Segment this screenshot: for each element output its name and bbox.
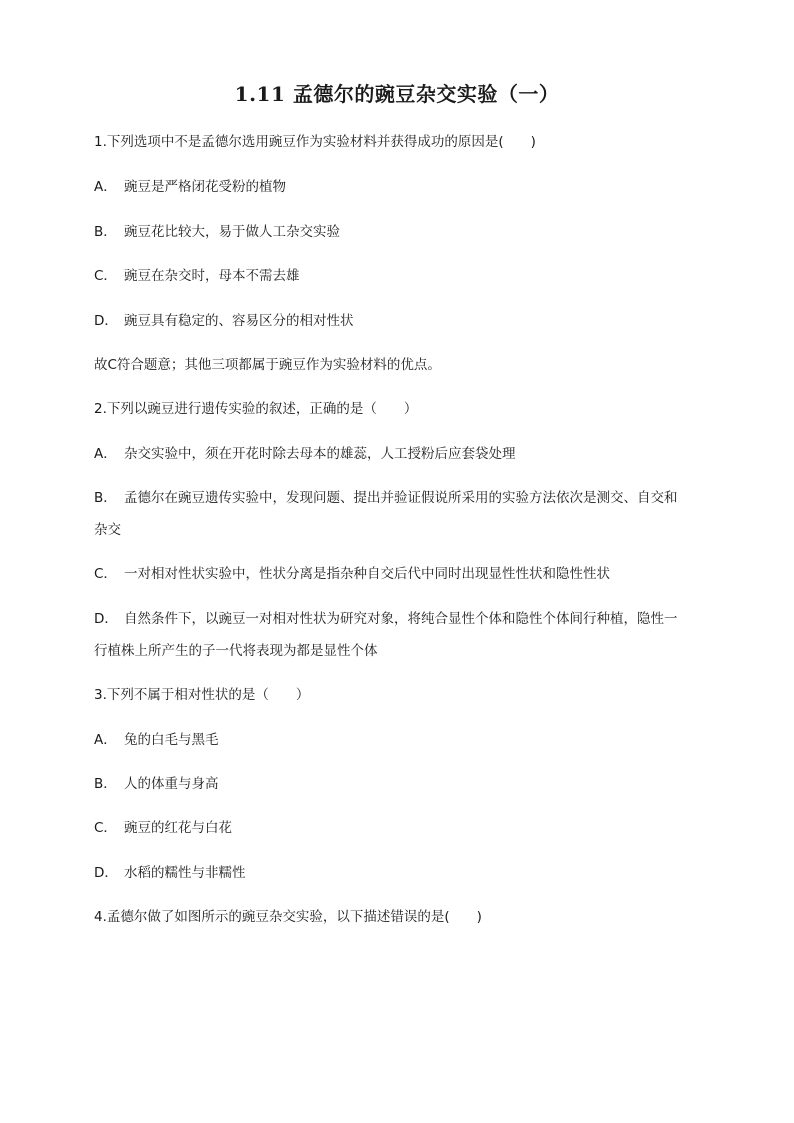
question-1-option-c [94, 260, 706, 292]
question-1-option-d [94, 305, 706, 337]
question-1-stem: 1.下列选项中不是孟德尔选用豌豆作为实验材料并获得成功的原因是( ) [94, 134, 536, 150]
option-text: 自然条件下，以豌豆一对相对性状为研究对象，将纯合显性个体和隐性个体间行种植，隐性一 [124, 611, 678, 627]
question-3-option-a [94, 724, 706, 756]
question-1-option-a [94, 171, 706, 203]
question-2-option-b [94, 482, 706, 514]
option-letter: C． [94, 268, 117, 284]
option-letter: B． [94, 776, 117, 792]
question-1-note: 故C符合题意；其他三项都属于豌豆作为实验材料的优点。 [94, 357, 441, 373]
option-letter: A． [94, 179, 117, 195]
option-letter: A． [94, 446, 117, 462]
option-letter: A． [94, 732, 117, 748]
question-3-stem: 3.下列不属于相对性状的是（ ） [94, 687, 310, 703]
option-letter: D． [94, 313, 118, 329]
option-text: 豌豆是严格闭花受粉的植物 [124, 179, 286, 195]
option-text: 杂交实验中，须在开花时除去母本的雄蕊，人工授粉后应套袋处理 [124, 446, 516, 462]
option-letter: B． [94, 490, 117, 506]
document-title: 1.11 孟德尔的豌豆杂交实验（一） [234, 82, 560, 106]
option-text: 孟德尔在豌豆遗传实验中，发现问题、提出并验证假说所采用的实验方法依次是测交、自交和 [124, 490, 678, 506]
question-2-option-c [94, 558, 706, 590]
question-4-stem: 4.孟德尔做了如图所示的豌豆杂交实验，以下描述错误的是( ) [94, 909, 482, 925]
question-3-option-d [94, 857, 706, 889]
option-text: 豌豆的红花与白花 [124, 820, 232, 836]
question-2-option-b-continued: 杂交 [94, 522, 121, 538]
question-2-option-d-continued: 行植株上所产生的子一代将表现为都是显性个体 [94, 643, 378, 659]
option-text: 兔的白毛与黑毛 [124, 732, 219, 748]
question-2-option-d [94, 603, 706, 635]
option-letter: B． [94, 224, 117, 240]
option-letter: C． [94, 820, 117, 836]
question-3-option-c [94, 812, 706, 844]
question-1-option-b [94, 216, 706, 248]
option-text: 豌豆具有稳定的、容易区分的相对性状 [124, 313, 354, 329]
question-2-stem: 2.下列以豌豆进行遗传实验的叙述，正确的是（ ） [94, 401, 418, 417]
option-text: 豌豆花比较大，易于做人工杂交实验 [124, 224, 340, 240]
option-text: 水稻的糯性与非糯性 [124, 865, 246, 881]
question-3-option-b [94, 768, 706, 800]
option-text: 豌豆在杂交时，母本不需去雄 [124, 268, 300, 284]
question-2-option-a [94, 438, 706, 470]
option-text: 一对相对性状实验中，性状分离是指杂种自交后代中同时出现显性性状和隐性性状 [124, 566, 610, 582]
option-text: 人的体重与身高 [124, 776, 219, 792]
option-letter: D． [94, 611, 118, 627]
option-letter: D． [94, 865, 118, 881]
option-letter: C． [94, 566, 117, 582]
